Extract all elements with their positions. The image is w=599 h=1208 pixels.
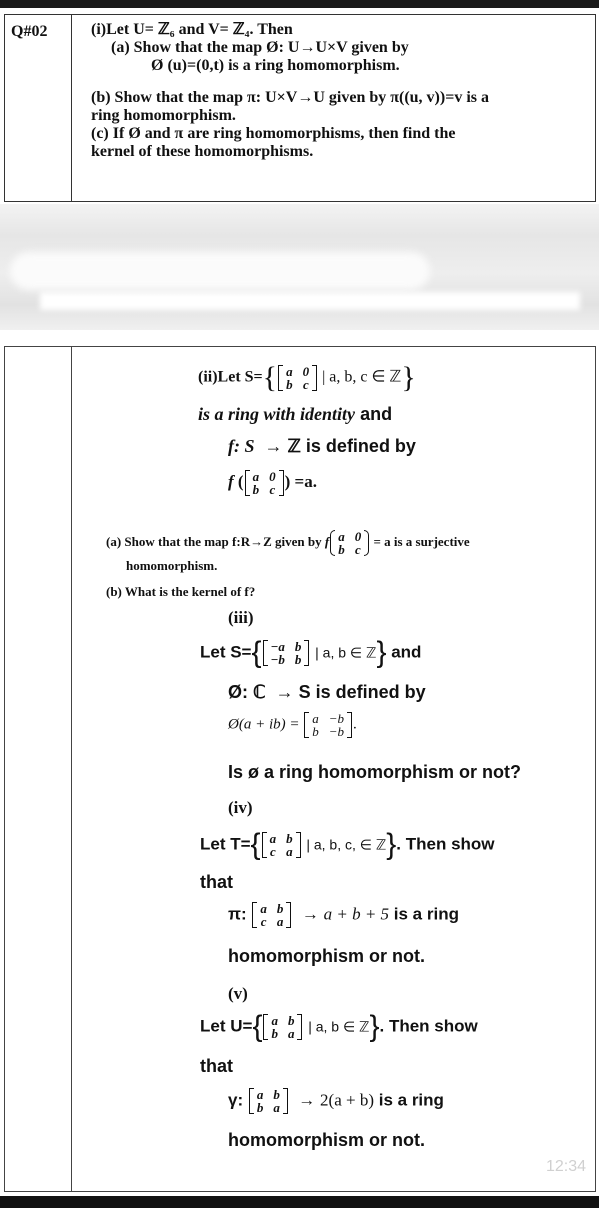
- part-ii-f-definition: f: S → ℤ is defined by: [228, 436, 416, 456]
- part-ii-is-ring: is a ring with identity and: [198, 404, 393, 424]
- status-time: 12:34: [546, 1158, 587, 1175]
- part-v-gamma-map: γ: a b b a → 2(a + b) is a ring: [228, 1087, 444, 1115]
- part-b-line1: (b) Show that the map π: U×V→U given by π((u, v))=v is a: [91, 89, 489, 106]
- top-edge-bar: [0, 0, 599, 8]
- part-iv-label: (iv): [228, 798, 253, 817]
- part-iii-let: Let S={ −a b −b b | a, b ∈ ℤ} and: [200, 636, 422, 669]
- part-iii-phi-def: Ø: ℂ → S is defined by: [228, 682, 426, 702]
- part-v-let: Let U={ a b b a | a, b ∈ ℤ}. Then show: [200, 1010, 478, 1043]
- part-iv-last: homomorphism or not.: [228, 946, 425, 966]
- part-v-last: homomorphism or not.: [228, 1130, 425, 1150]
- question-number: Q#02: [11, 23, 48, 40]
- part-b-line2: ring homomorphism.: [91, 107, 236, 124]
- part-ii-question-a-end: homomorphism.: [126, 558, 218, 573]
- part-c-line1: (c) If Ø and π are ring homomorphisms, then find the: [91, 125, 456, 142]
- question-text-block: [91, 21, 591, 161]
- part-v-that: that: [200, 1056, 233, 1076]
- bottom-edge-bar: [0, 1196, 599, 1208]
- part-ii-let: (ii)Let S={ a 0 b c | a, b, c ∈ ℤ}: [198, 361, 416, 394]
- question-table-top: [4, 14, 596, 202]
- part-iv-that: that: [200, 872, 233, 892]
- part-v-label: (v): [228, 984, 248, 1003]
- scan-gap-band: [0, 204, 599, 330]
- part-c-line2: kernel of these homomorphisms.: [91, 143, 314, 160]
- column-divider: [71, 15, 72, 201]
- column-divider: [71, 347, 72, 1191]
- part-ii-f-equation: f ( a 0 b c ) =a.: [228, 469, 317, 497]
- part-ii-question-b: (b) What is the kernel of f?: [106, 584, 256, 599]
- part-ii-set-condition: | a, b, c ∈ ℤ: [322, 368, 402, 386]
- part-iii-label: (iii): [228, 608, 254, 627]
- part-i-intro: (i)Let U= ℤ₆ and V= ℤ₄. Then: [91, 21, 293, 38]
- part-a-line2: Ø (u)=(0,t) is a ring homomorphism.: [151, 57, 400, 74]
- part-a-line1: (a) Show that the map Ø: U→U×V given by: [111, 39, 409, 56]
- part-ii-question-a: (a) Show that the map f:R→Z given by f a 0 b c = a is a surjective: [106, 529, 470, 557]
- part-iii-phi-eq: Ø(a + ib) = a −b b −b .: [228, 711, 357, 739]
- part-iv-pi-map: π: a b c a → a + b + 5 is a ring: [228, 901, 459, 929]
- part-iv-let: Let T={ a b c a | a, b, c, ∈ ℤ}. Then show: [200, 828, 495, 861]
- part-iii-question: Is ø a ring homomorphism or not?: [228, 762, 522, 782]
